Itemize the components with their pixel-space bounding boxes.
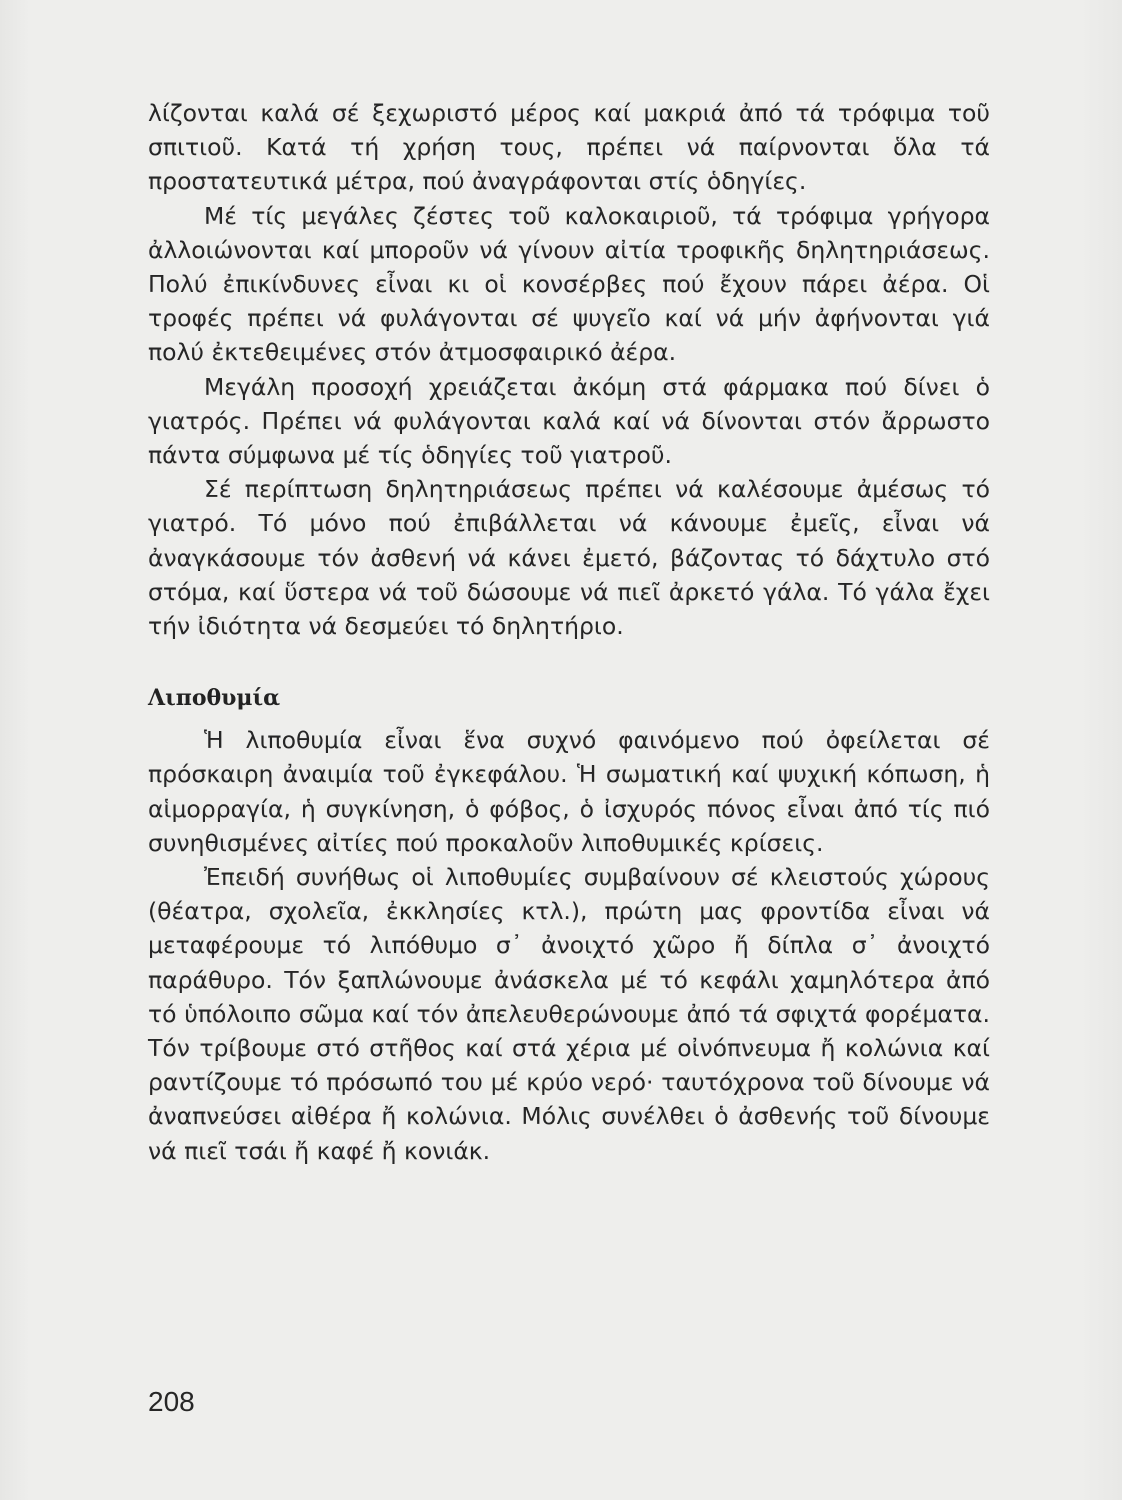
- page-number: 208: [148, 1386, 195, 1417]
- paragraph-fainting-causes: Ἡ λιποθυμία εἶναι ἕνα συχνό φαινόμενο πού ὀφείλεται σέ πρόσκαιρη ἀναιμία τοῦ ἐγκεφάλου. Ἡ σωματική καί ψυχική κόπωση, ἡ αἱμορραγία, ἡ συγκίνηση, ὁ φόβος, ὁ ἰσχυρός πόνος εἶναι ἀπό τίς πιό συνηθισμένες αἰτίες πού προκαλοῦν λιποθυμικές κρίσεις.: [148, 726, 990, 857]
- paragraph-poisoning: Σέ περίπτωση δηλητηριάσεως πρέπει νά καλέσουμε ἀμέσως τό γιατρό. Τό μόνο πού ἐπιβάλλεται νά κάνουμε ἐμεῖς, εἶναι νά ἀναγκάσουμε τόν ἀσθενή νά κάνει ἐμετό, βάζοντας τό δάχτυλο στό στόμα, καί ὕστερα νά τοῦ δώσουμε νά πιεῖ ἀρκετό γάλα. Τό γάλα ἔχει τήν ἰδιότητα νά δεσμεύει τό δηλητήριο.: [148, 475, 990, 641]
- body-text: [148, 96, 990, 1168]
- paragraph-continuation: λίζονται καλά σέ ξεχωριστό μέρος καί μακριά ἀπό τά τρόφιμα τοῦ σπιτιοῦ. Κατά τή χρήση τους, πρέπει νά παίρνονται ὅλα τά προστατευτικά μέτρα, πού ἀναγράφονται στίς ὁδηγίες.: [148, 99, 990, 196]
- paragraph-fainting-care: Ἐπειδή συνήθως οἱ λιποθυμίες συμβαίνουν σέ κλειστούς χώρους (θέατρα, σχολεῖα, ἐκκλησίες κτλ.), πρώτη μας φροντίδα εἶναι νά μεταφέρουμε τό λιπόθυμο σ᾿ ἀνοιχτό χῶρο ἤ δίπλα σ᾿ ἀνοιχτό παράθυρο. Τόν ξαπλώνουμε ἀνάσκελα μέ τό κεφάλι χαμηλότερα ἀπό τό ὑπόλοιπο σῶμα καί τόν ἀπελευθερώνουμε ἀπό τά σφιχτά φορέματα. Τόν τρίβουμε στό στῆθος καί στά χέρια μέ οἰνόπνευμα ἤ κολώνια καί ραντίζουμε τό πρόσωπό του μέ κρύο νερό· ταυτόχρονα τοῦ δίνουμε νά ἀναπνεύσει αἰθέρα ἤ κολώνια. Μόλις συνέλθει ὁ ἀσθενής τοῦ δίνουμε νά πιεῖ τσάι ἤ καφέ ἤ κονιάκ.: [148, 863, 990, 1165]
- paragraph-summer-food: Μέ τίς μεγάλες ζέστες τοῦ καλοκαιριοῦ, τά τρόφιμα γρήγορα ἀλλοιώνονται καί μποροῦν νά γίνουν αἰτία τροφικῆς δηλητηριάσεως. Πολύ ἐπικίνδυνες εἶναι κι οἱ κονσέρβες πού ἔχουν πάρει ἀέρα. Οἱ τροφές πρέπει νά φυλάγονται σέ ψυγεῖο καί νά μήν ἀφήνονται γιά πολύ ἐκτεθειμένες στόν ἀτμοσφαιρικό ἀέρα.: [148, 201, 990, 367]
- paragraph-medicines: Μεγάλη προσοχή χρειάζεται ἀκόμη στά φάρμακα πού δίνει ὁ γιατρός. Πρέπει νά φυλάγονται καλά καί νά δίνονται στόν ἄρρωστο πάντα σύμφωνα μέ τίς ὁδηγίες τοῦ γιατροῦ.: [148, 372, 990, 470]
- section-heading-fainting: Λιποθυμία: [148, 685, 281, 712]
